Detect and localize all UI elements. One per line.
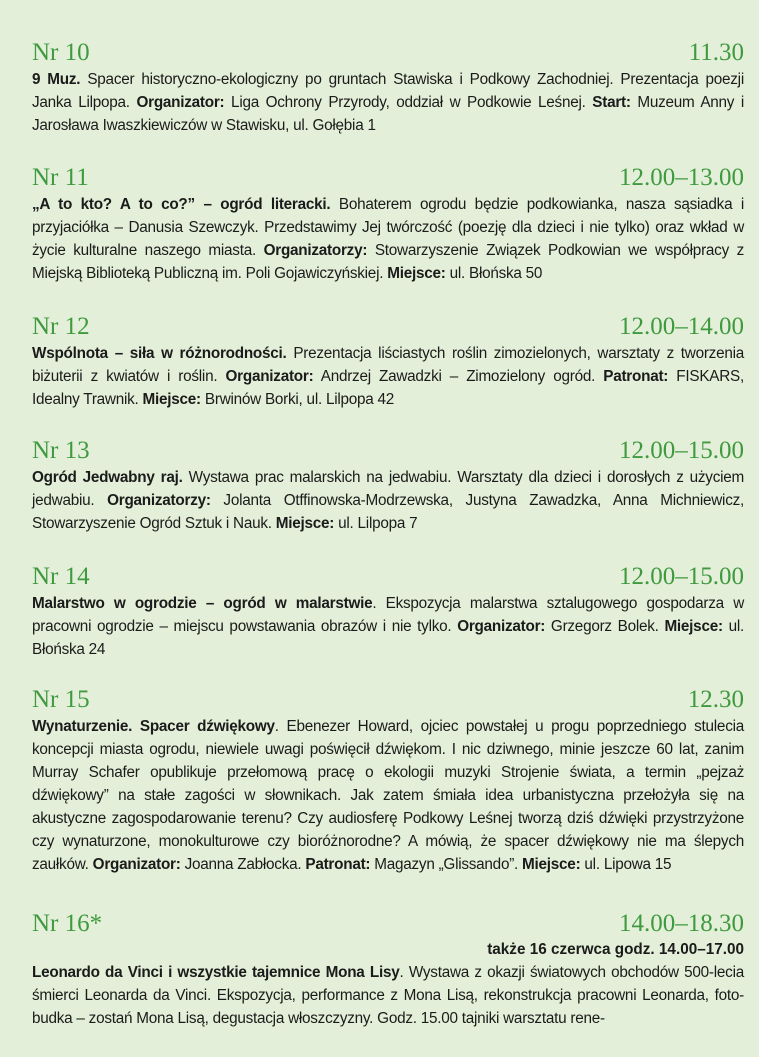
event-number: Nr 15 (32, 686, 90, 713)
label-place: Miejsce: (275, 515, 335, 532)
event-time: 12.00–15.00 (619, 437, 744, 464)
text-segment: . Ebenezer Howard, ojciec powstałej u progu poprzedniego stulecia koncepcji miasta ogrodu, niewiele uwagi poświęcił dźwiękom. I nic dziwnego, minie jeszcze 60 lat, zanim Murray Schafer opublikuje przełomową pracę o ekologii muzyki Strojenie świata, a termin „pejzaż dźwiękowy” na stałe zagości w słownikach. Jak zatem śmiała idea urbanistyczna przełożyła się na akustyczne zagospodarowanie terenu? Czy audiosferę Podkowy Leśnej tworzą dziś dźwięki przystrzyżone czy wynaturzone, monokulturowe czy bioróżnorodne? A mówią, że spacer dźwiękowy nie ma ślepych zaułków. (32, 718, 744, 873)
event-entry-11 (32, 164, 744, 285)
event-title: Wspólnota – siła w różnorodności. (32, 345, 287, 362)
text-segment: Bohaterem ogrodu będzie podkowianka, nasza sąsiadka i przyjaciółka – Danusia Szewczyk. Przedstawimy Jej twórczość (poezję dla dzieci i nie tylko) oraz wkład w życie kulturalne naszego miasta. (32, 196, 744, 259)
event-time: 12.00–14.00 (619, 313, 744, 340)
label-patronage: Patronat: (305, 856, 371, 873)
label-place: Miejsce: (142, 391, 201, 408)
event-title: Ogród Jedwabny raj. (32, 469, 183, 486)
text-segment: Wystawa prac malarskich na jedwabiu. Warsztaty dla dzieci i dorosłych z użyciem jedwabiu. (32, 469, 744, 509)
text-segment: FISKARS, Idealny Trawnik. (32, 368, 744, 408)
event-entry-10 (32, 39, 744, 137)
event-time: 12.00–13.00 (619, 164, 744, 191)
event-entry-16 (32, 910, 744, 1030)
event-extra-date: także 16 czerwca godz. 14.00–17.00 (487, 941, 744, 958)
event-entry-13 (32, 437, 744, 535)
text-segment: Brwinów Borki, ul. Lilpopa 42 (200, 391, 395, 408)
label-place: Miejsce: (522, 856, 581, 873)
text-segment: Liga Ochrony Przyrody, oddział w Podkowie Leśnej. (224, 94, 593, 111)
text-segment: ul. Błońska 24 (32, 618, 745, 658)
event-header (32, 437, 744, 465)
event-entry-12 (32, 313, 744, 411)
event-header (32, 686, 744, 714)
event-entry-14 (32, 563, 744, 661)
event-number: Nr 16* (32, 910, 103, 937)
event-number: Nr 11 (32, 164, 89, 191)
event-number: Nr 10 (32, 39, 90, 66)
text-segment: Muzeum Anny i Jarosława Iwaszkiewiczów w Stawisku, ul. Gołębia 1 (32, 94, 745, 134)
label-patronage: Patronat: (603, 368, 669, 385)
label-place: Miejsce: (387, 265, 446, 282)
text-segment: Joanna Zabłocka. (180, 856, 306, 873)
text-segment: Jolanta Otffinowska-Modrzewska, Justyna Zawadzka, Anna Michniewicz, Stowarzyszenie Ogród Sztuk i Nauk. (32, 492, 744, 532)
label-organizer: Organizator: (92, 856, 181, 873)
event-number: Nr 13 (32, 437, 90, 464)
label-organizer: Organizator: (457, 618, 546, 635)
event-title: „A to kto? A to co?” – ogród literacki. (32, 196, 331, 213)
event-title: 9 Muz. (32, 71, 81, 88)
event-description (32, 68, 744, 137)
text-segment: Stowarzyszenie Związek Podkowian we współpracy z Miejską Biblioteką Publiczną im. Poli Gojawiczyńskiej. (32, 242, 744, 282)
text-segment: ul. Lipowa 15 (580, 856, 672, 873)
event-header (32, 164, 744, 192)
event-entry-15 (32, 686, 744, 876)
event-title: Malarstwo w ogrodzie – ogród w malarstwie (32, 595, 373, 612)
event-description (32, 592, 744, 661)
event-time: 12.30 (687, 686, 744, 713)
label-organizer: Organizator: (225, 368, 314, 385)
event-description (32, 342, 744, 411)
label-organizer: Organizator: (136, 94, 225, 111)
text-segment: Grzegorz Bolek. (545, 618, 665, 635)
label-start: Start: (592, 94, 631, 111)
event-header (32, 39, 744, 67)
event-description (32, 961, 744, 1030)
event-title: Leonardo da Vinci i wszystkie tajemnice Mona Lisy (32, 964, 400, 981)
text-segment: ul. Błońska 50 (445, 265, 543, 282)
label-place: Miejsce: (664, 618, 723, 635)
text-segment: Prezentacja liściastych roślin zimozielonych, warsztaty z tworzenia biżuterii z kwiatów i roślin. (32, 345, 744, 385)
text-segment: Magazyn „Glissando”. (370, 856, 523, 873)
event-header (32, 313, 744, 341)
event-description (32, 193, 744, 285)
text-segment: . Ekspozycja malarstwa sztalugowego gospodarza w pracowni ogrodzie – miejscu powstawania obrazów i nie tylko. (32, 595, 745, 635)
event-time: 11.30 (688, 39, 744, 66)
event-description (32, 466, 744, 535)
event-title: Wynaturzenie. Spacer dźwiękowy (32, 718, 275, 735)
event-header (32, 910, 744, 938)
text-segment: ul. Lilpopa 7 (334, 515, 418, 532)
text-segment: Andrzej Zawadzki – Zimozielony ogród. (313, 368, 604, 385)
event-time: 14.00–18.30 (619, 910, 744, 937)
event-header (32, 563, 744, 591)
event-number: Nr 14 (32, 563, 90, 590)
text-segment: . Wystawa z okazji światowych obchodów 500-lecia śmierci Leonarda da Vinci. Ekspozycja, performance z Mona Lisą, rekonstrukcja pracowni Leonarda, foto-budka – zostań Mona Lisą, degustacja włoszczyzny. Godz. 15.00 tajniki warsztatu rene- (32, 964, 744, 1027)
event-time: 12.00–15.00 (619, 563, 744, 590)
event-description (32, 715, 744, 876)
event-number: Nr 12 (32, 313, 90, 340)
label-organizers: Organizatorzy: (107, 492, 211, 509)
text-segment: Spacer historyczno-ekologiczny po gruntach Stawiska i Podkowy Zachodniej. Prezentacja poezji Janka Lilpopa. (32, 71, 744, 111)
label-organizers: Organizatorzy: (263, 242, 368, 259)
